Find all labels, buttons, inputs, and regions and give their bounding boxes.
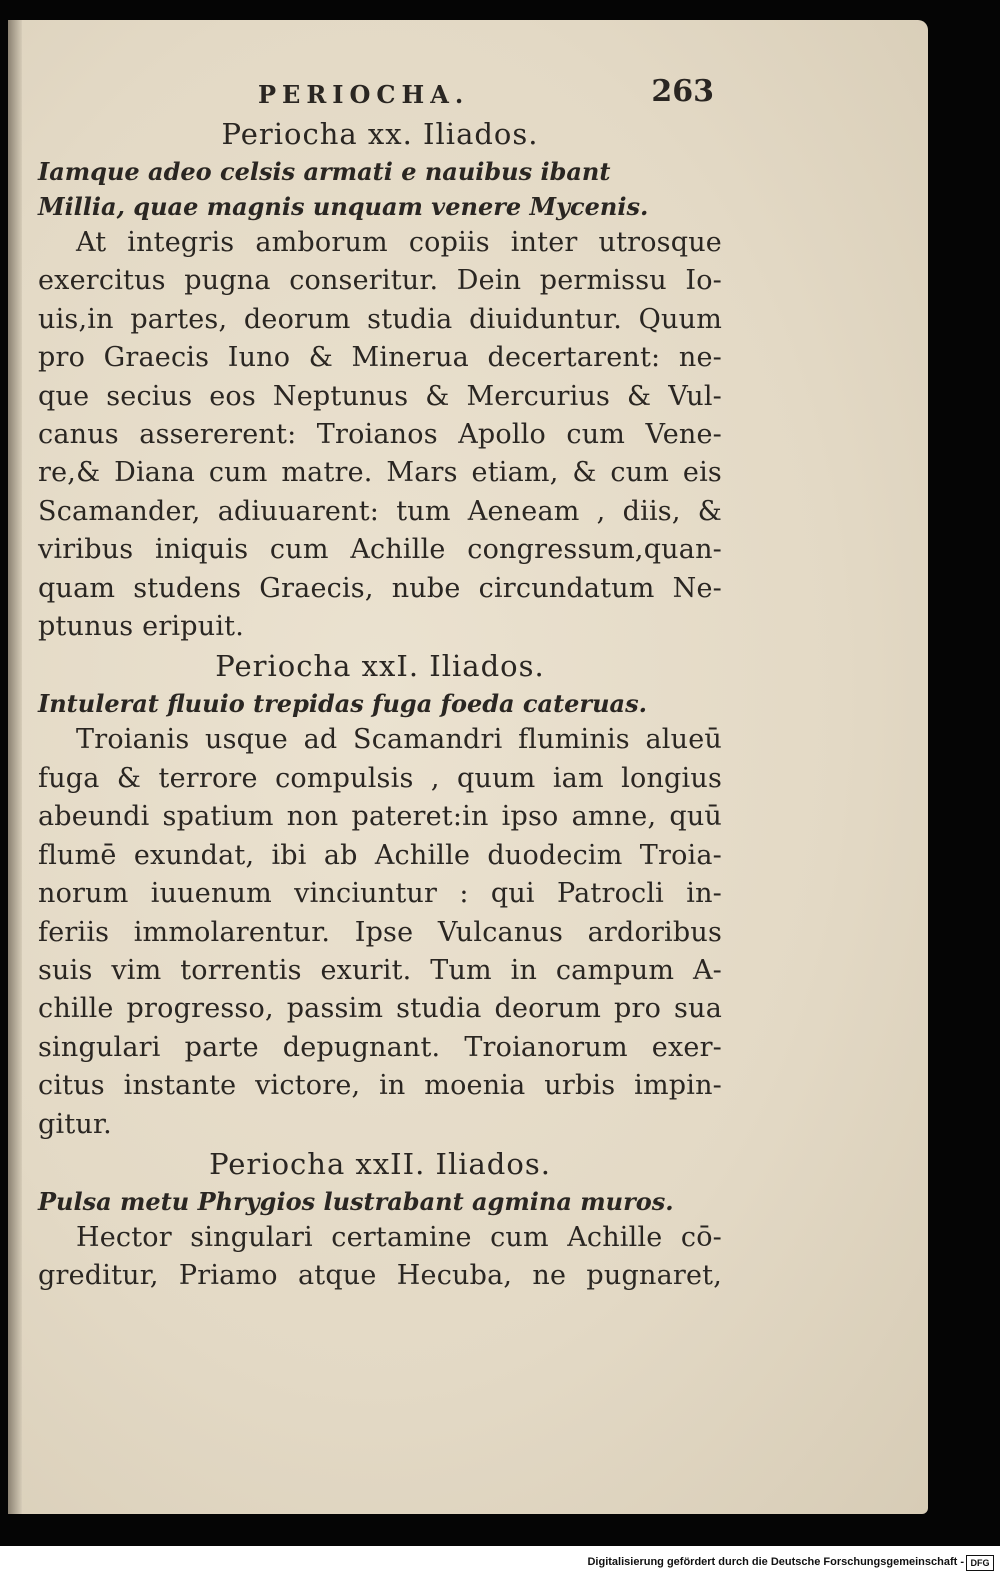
- section-heading: Periocha xxI. Iliados.: [215, 649, 545, 684]
- verse-line: Pulsa metu Phrygios lustrabant agmina muros.: [38, 1186, 674, 1216]
- text-line: At integris amborum copiis inter utrosque: [76, 227, 722, 258]
- text-line: abeundi spatium non pateret:in ipso amne, quū: [38, 801, 722, 833]
- text-line: citus instante victore, in moenia urbis impin-: [38, 1070, 722, 1102]
- verse-line: Millia, quae magnis unquam venere Mycenis.: [38, 192, 649, 221]
- text-line: pro Graecis Iuno & Minerua decertarent: ne-: [38, 342, 722, 374]
- dfg-logo: DFG: [966, 1555, 994, 1571]
- section-periocha-22: [38, 1144, 722, 1296]
- running-title: PERIOCHA.: [258, 80, 470, 109]
- section-periocha-21: [38, 646, 722, 1143]
- text-line: Hector singulari certamine cum Achille cō-: [76, 1221, 722, 1253]
- text-line: fuga & terrore compulsis , quum iam longius: [38, 762, 722, 794]
- summary-paragraph: [38, 224, 722, 646]
- text-line: suis vim torrentis exurit. Tum in campum A-: [38, 954, 722, 986]
- text-line: flumē exundat, ibi ab Achille duodecim Troia-: [38, 839, 722, 871]
- text-line: re,& Diana cum matre. Mars etiam, & cum eis: [38, 457, 722, 489]
- page-gutter: [8, 20, 22, 1514]
- text-line: gitur.: [38, 1108, 112, 1140]
- page-number: 263: [651, 74, 714, 109]
- running-head: [38, 74, 722, 114]
- verse-line: Iamque adeo celsis armati e nauibus ibant: [38, 157, 611, 186]
- section-heading: Periocha xxII. Iliados.: [209, 1146, 551, 1181]
- text-line: singulari parte depugnant. Troianorum exer-: [38, 1031, 722, 1063]
- text-line: greditur, Priamo atque Hecuba, ne pugnaret,: [38, 1260, 722, 1292]
- text-line: uis,in partes, deorum studia diuiduntur. Quum: [38, 303, 722, 335]
- text-line: exercitus pugna conseritur. Dein permissu Io-: [38, 265, 722, 297]
- text-line: que secius eos Neptunus & Mercurius & Vul-: [38, 380, 722, 412]
- section-heading: Periocha xx. Iliados.: [221, 117, 539, 151]
- digitization-credit: Digitalisierung gefördert durch die Deutsche Forschungsgemeinschaft -: [587, 1556, 964, 1568]
- text-line: feriis immolarentur. Ipse Vulcanus ardoribus: [38, 916, 722, 948]
- text-line: canus assererent: Troianos Apollo cum Vene-: [38, 419, 722, 451]
- summary-paragraph: [38, 1219, 722, 1296]
- text-line: ptunus eripuit.: [38, 611, 245, 643]
- verse-line: Intulerat fluuio trepidas fuga foeda cateruas.: [38, 689, 647, 719]
- section-periocha-20: [38, 114, 722, 646]
- text-line: Troianis usque ad Scamandri fluminis alueū: [76, 724, 722, 756]
- text-line: Scamander, adiuuarent: tum Aeneam , diis, &: [38, 495, 722, 527]
- text-line: viribus iniquis cum Achille congressum,quan-: [38, 534, 722, 566]
- summary-paragraph: [38, 721, 722, 1143]
- text-line: quam studens Graecis, nube circundatum Ne-: [38, 572, 722, 604]
- text-line: chille progresso, passim studia deorum pro sua: [38, 993, 722, 1025]
- page-text: [38, 74, 722, 1296]
- text-line: norum iuuenum vinciuntur : qui Patrocli in-: [38, 878, 722, 910]
